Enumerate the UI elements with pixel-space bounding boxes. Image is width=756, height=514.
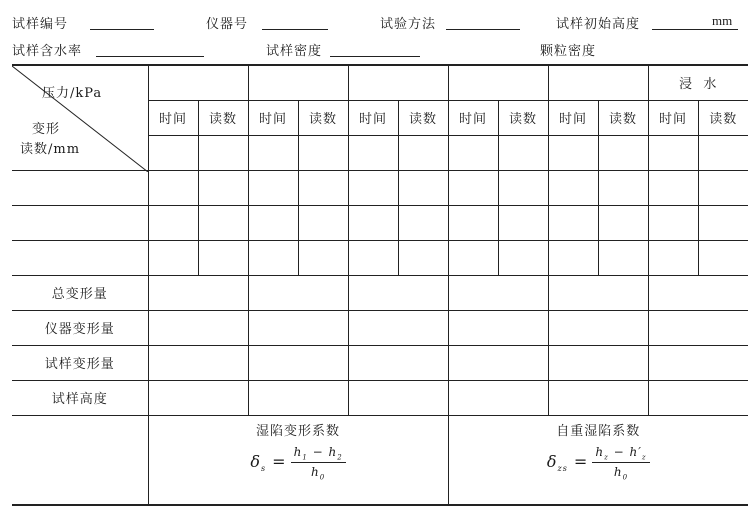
numerator-subscript: z	[604, 452, 609, 461]
denominator-term: h	[613, 464, 623, 479]
summary-row-specimen-height	[12, 380, 748, 415]
data-cell[interactable]	[548, 205, 598, 240]
pressure-input-5[interactable]	[548, 65, 648, 100]
specimen-deformation-label: 试样变形量	[12, 345, 148, 380]
test-record-table	[12, 64, 748, 506]
summary-cell[interactable]	[448, 310, 548, 345]
summary-cell[interactable]	[248, 275, 348, 310]
immersion-header-cell	[648, 65, 748, 100]
summary-cell[interactable]	[148, 345, 248, 380]
pressure-input-3[interactable]	[348, 65, 448, 100]
data-cell[interactable]	[198, 170, 248, 205]
data-cell[interactable]	[248, 205, 298, 240]
data-cell[interactable]	[148, 205, 198, 240]
time-header: 时间	[148, 100, 198, 135]
data-cell[interactable]	[548, 240, 598, 275]
data-cell[interactable]	[248, 240, 298, 275]
specimen-density-label: 试样密度	[266, 44, 323, 59]
specimen-number-label: 试样编号	[12, 17, 69, 32]
data-cell[interactable]	[598, 135, 648, 170]
data-cell[interactable]	[498, 135, 548, 170]
numerator-subscript: 1	[302, 452, 308, 461]
collapse-coefficient-cell	[148, 415, 448, 505]
coefficient-row	[12, 415, 748, 505]
data-row	[12, 205, 748, 240]
particle-density-label: 颗粒密度	[540, 44, 597, 59]
summary-cell[interactable]	[348, 275, 448, 310]
reading-header: 读数	[398, 100, 448, 135]
pressure-input-1[interactable]	[148, 65, 248, 100]
data-cell[interactable]	[298, 205, 348, 240]
data-cell[interactable]	[348, 205, 398, 240]
data-cell[interactable]	[698, 170, 748, 205]
specimen-density-field[interactable]	[330, 56, 420, 57]
data-cell[interactable]	[12, 170, 148, 205]
summary-cell[interactable]	[548, 345, 648, 380]
summary-row-total-deformation	[12, 275, 748, 310]
data-cell[interactable]	[248, 170, 298, 205]
reading-header: 读数	[498, 100, 548, 135]
denominator-term: h	[311, 464, 320, 479]
data-cell[interactable]	[548, 170, 598, 205]
data-cell[interactable]	[298, 135, 348, 170]
time-header: 时间	[448, 100, 498, 135]
data-cell[interactable]	[298, 170, 348, 205]
data-cell[interactable]	[498, 170, 548, 205]
coefficient-blank-cell	[12, 415, 148, 505]
delta-subscript: s	[260, 464, 267, 474]
data-cell[interactable]	[698, 240, 748, 275]
data-cell[interactable]	[648, 135, 698, 170]
pressure-header-row	[12, 65, 748, 100]
numerator-subscript: 2	[337, 452, 343, 461]
summary-cell[interactable]	[248, 345, 348, 380]
summary-cell[interactable]	[648, 310, 748, 345]
data-cell[interactable]	[348, 170, 398, 205]
self-weight-coefficient-formula: $\delta_{zs}$ = $\frac{h_z - h'_z}{h_0}$	[547, 445, 650, 482]
specimen-number-field[interactable]	[90, 29, 154, 30]
summary-row-specimen-deformation	[12, 345, 748, 380]
data-cell[interactable]	[598, 240, 648, 275]
summary-cell[interactable]	[148, 380, 248, 415]
time-header: 时间	[348, 100, 398, 135]
corner-header-cell	[12, 65, 148, 170]
data-cell[interactable]	[598, 205, 648, 240]
data-cell[interactable]	[598, 170, 648, 205]
reading-header: 读数	[198, 100, 248, 135]
data-cell[interactable]	[648, 170, 698, 205]
instrument-number-label: 仪器号	[206, 17, 249, 32]
data-row	[12, 240, 748, 275]
data-cell[interactable]	[12, 240, 148, 275]
delta-symbol: δ	[250, 452, 261, 472]
self-weight-coefficient-title: 自重湿陷系数	[556, 423, 641, 439]
summary-cell[interactable]	[548, 380, 648, 415]
data-cell[interactable]	[498, 205, 548, 240]
data-cell[interactable]	[148, 240, 198, 275]
data-cell[interactable]	[198, 135, 248, 170]
form-header	[0, 0, 756, 64]
data-cell[interactable]	[12, 205, 148, 240]
data-cell[interactable]	[298, 240, 348, 275]
data-row	[12, 170, 748, 205]
summary-cell[interactable]	[248, 380, 348, 415]
data-cell[interactable]	[248, 135, 298, 170]
collapse-coefficient-formula: $\delta_s$ = $\frac{h_1 - h_2}{h_0}$	[250, 445, 345, 482]
data-cell[interactable]	[398, 205, 448, 240]
delta-subscript: zs	[557, 464, 568, 474]
data-cell[interactable]	[698, 205, 748, 240]
data-cell[interactable]	[698, 135, 748, 170]
summary-cell[interactable]	[448, 275, 548, 310]
pressure-input-4[interactable]	[448, 65, 548, 100]
data-cell[interactable]	[348, 240, 398, 275]
summary-cell[interactable]	[148, 310, 248, 345]
water-content-label: 试样含水率	[12, 44, 83, 59]
summary-row-instrument-deformation	[12, 310, 748, 345]
summary-cell[interactable]	[348, 380, 448, 415]
time-header: 时间	[648, 100, 698, 135]
water-content-field[interactable]	[96, 56, 204, 57]
numerator-subscript: z	[641, 452, 647, 461]
self-weight-coefficient-cell	[448, 415, 748, 505]
summary-cell[interactable]	[448, 380, 548, 415]
denominator-subscript: 0	[319, 473, 326, 482]
deformation-label: 变形	[32, 122, 61, 137]
data-cell[interactable]	[448, 240, 498, 275]
test-method-field[interactable]	[446, 29, 520, 30]
summary-cell[interactable]	[448, 345, 548, 380]
summary-cell[interactable]	[148, 275, 248, 310]
numerator-term: h	[595, 444, 605, 459]
summary-cell[interactable]	[248, 310, 348, 345]
data-cell[interactable]	[198, 240, 248, 275]
denominator-subscript: 0	[622, 473, 629, 482]
data-cell[interactable]	[148, 170, 198, 205]
data-cell[interactable]	[448, 135, 498, 170]
instrument-deformation-label: 仪器变形量	[12, 310, 148, 345]
test-method-label: 试验方法	[380, 17, 437, 32]
summary-cell[interactable]	[548, 275, 648, 310]
reading-mm-label: 读数/mm	[20, 142, 81, 157]
immersion-label: 浸 水	[679, 77, 718, 93]
data-cell[interactable]	[498, 240, 548, 275]
delta-symbol: δ	[546, 452, 558, 472]
reading-header: 读数	[298, 100, 348, 135]
initial-height-label: 试样初始高度	[556, 17, 641, 32]
data-cell[interactable]	[448, 205, 498, 240]
numerator-term: h	[293, 444, 303, 459]
numerator-term: h′	[629, 444, 642, 459]
data-cell[interactable]	[548, 135, 598, 170]
data-cell[interactable]	[198, 205, 248, 240]
summary-cell[interactable]	[648, 275, 748, 310]
instrument-number-field[interactable]	[262, 29, 328, 30]
total-deformation-label: 总变形量	[12, 275, 148, 310]
reading-header: 读数	[598, 100, 648, 135]
time-header: 时间	[248, 100, 298, 135]
specimen-height-label: 试样高度	[12, 380, 148, 415]
initial-height-unit: mm	[712, 13, 733, 28]
collapse-coefficient-title: 湿陷变形系数	[255, 423, 340, 439]
numerator-term: h	[328, 444, 338, 459]
summary-cell[interactable]	[348, 310, 448, 345]
data-cell[interactable]	[148, 135, 198, 170]
data-cell[interactable]	[648, 240, 698, 275]
initial-height-field[interactable]	[652, 29, 738, 30]
data-cell[interactable]	[448, 170, 498, 205]
summary-cell[interactable]	[348, 345, 448, 380]
data-cell[interactable]	[398, 170, 448, 205]
data-cell[interactable]	[398, 135, 448, 170]
data-cell[interactable]	[348, 135, 398, 170]
reading-header: 读数	[698, 100, 748, 135]
pressure-input-2[interactable]	[248, 65, 348, 100]
summary-cell[interactable]	[648, 345, 748, 380]
pressure-label: 压力/kPa	[42, 86, 103, 101]
data-cell[interactable]	[648, 205, 698, 240]
summary-cell[interactable]	[548, 310, 648, 345]
data-cell[interactable]	[398, 240, 448, 275]
summary-cell[interactable]	[648, 380, 748, 415]
time-header: 时间	[548, 100, 598, 135]
